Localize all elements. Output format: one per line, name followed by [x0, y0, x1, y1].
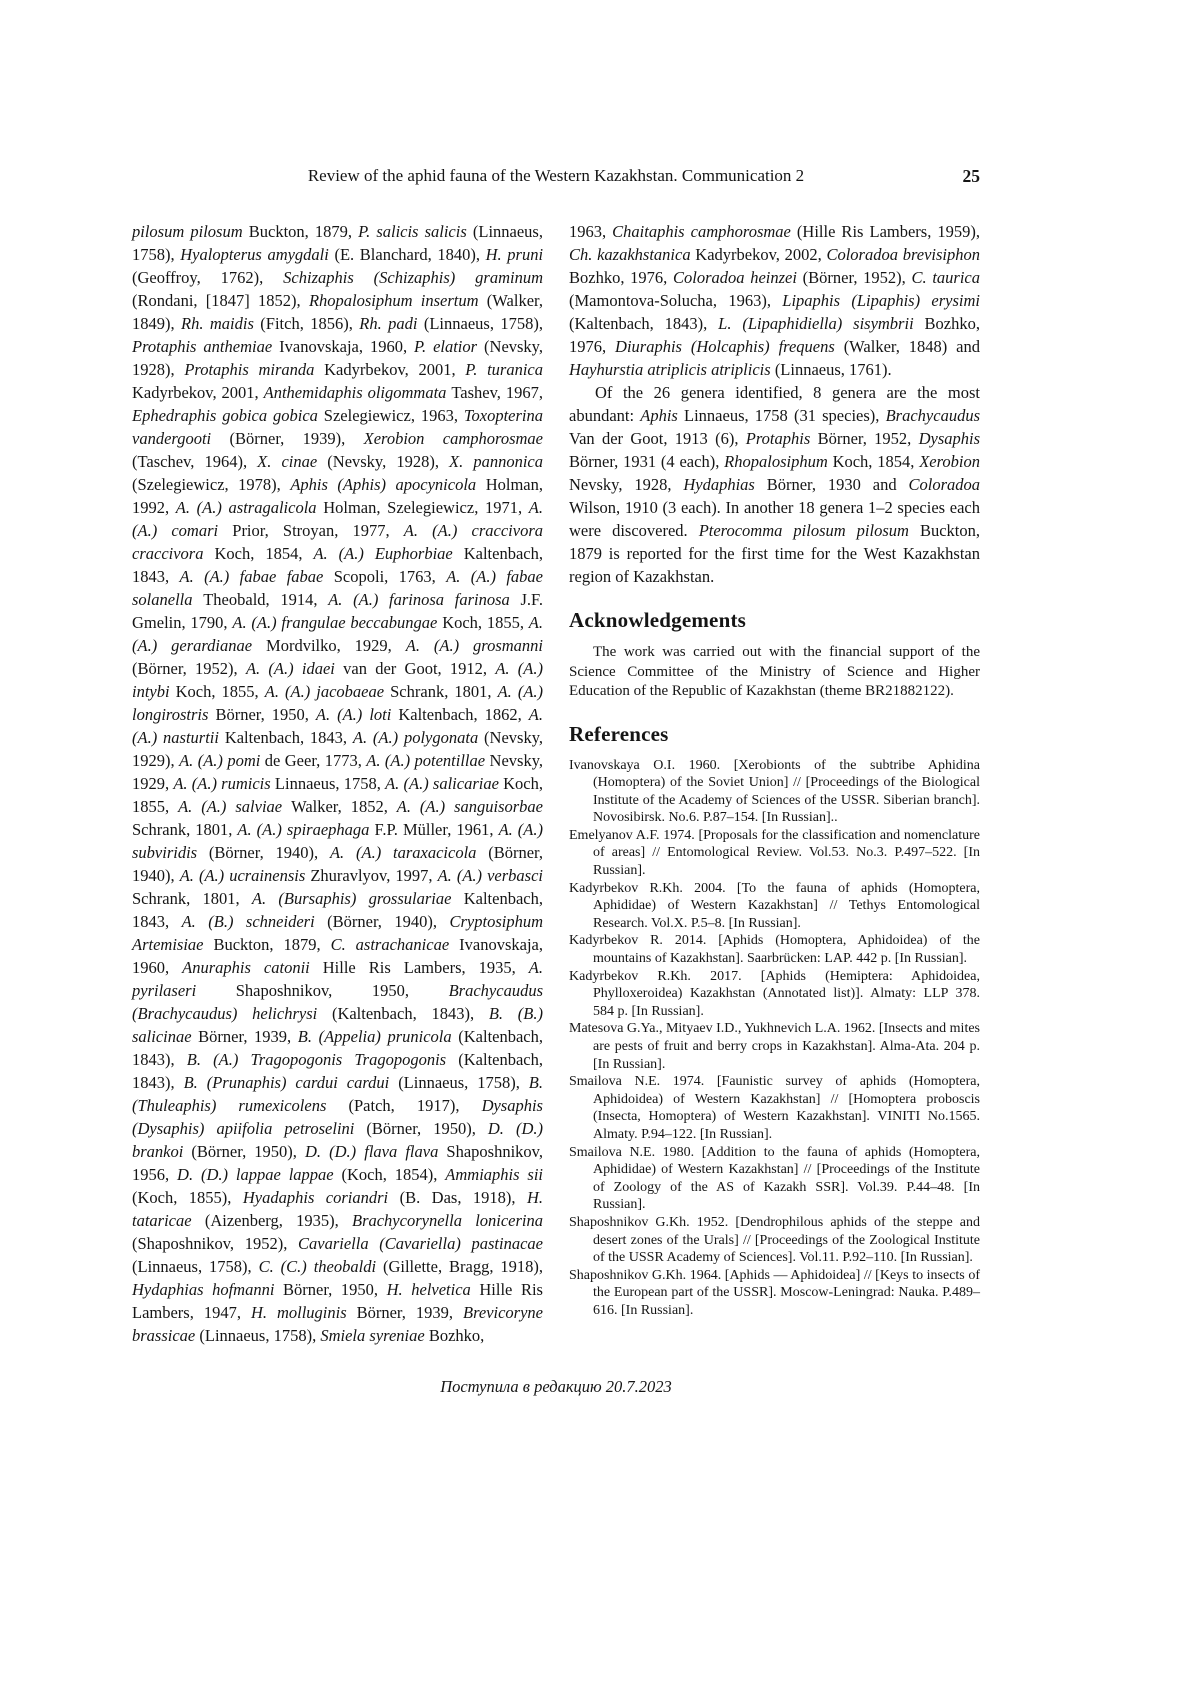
reference-list [569, 757, 980, 1320]
left-column [132, 220, 543, 1347]
reference-item: Smailova N.E. 1974. [Faunistic survey of aphids (Homoptera, Aphidoidea) of Western Kazakhstan] // [Homoptera proboscis (Insecta, Homoptera) of Western Kazakhstan]. VINITI No.1565. Almaty. P.94–122. [In Russian]. [569, 1074, 980, 1142]
reference-item: Smailova N.E. 1980. [Addition to the fauna of aphids (Homoptera, Aphididae) of Western Kazakhstan] // [Proceedings of the Institute of Zoology of the AS of Kazakh SSR]. Vol.39. P.44–48. [In Russian]. [569, 1144, 980, 1213]
page-content [132, 166, 980, 1397]
species-list-continued: 1963, Chaitaphis camphorosmae (Hille Ris Lambers, 1959), Ch. kazakhstanica Kadyrbekov, 2002, Coloradoa brevisiphon Bozhko, 1976, Coloradoa heinzei (Börner, 1952), C. taurica (Mamontova-Solucha, 1963), Lipaphis (Lipaphis) erysimi (Kaltenbach, 1843), L. (Lipaphidiella) sisymbrii Bozhko, 1976, Diuraphis (Holcaphis) frequens (Walker, 1848) and Hayhurstia atriplicis atriplicis (Linnaeus, 1761). [569, 222, 981, 379]
acknowledgements-heading: Acknowledgements [569, 608, 747, 632]
reference-item: Matesova G.Ya., Mityaev I.D., Yukhnevich L.A. 1962. [Insects and mites are pests of fruit and berry crops in Kazakhstan]. Alma-Ata. 204 p. [In Russian]. [569, 1021, 980, 1072]
summary-paragraph: Of the 26 genera identified, 8 genera are the most abundant: Aphis Linnaeus, 1758 (31 species), Brachycaudus Van der Goot, 1913 (6), Protaphis Börner, 1952, Dysaphis Börner, 1931 (4 each), Rhopalosiphum Koch, 1854, Xerobion Nevsky, 1928, Hydaphias Börner, 1930 and Coloradoa Wilson, 1910 (3 each). In another 18 genera 1–2 species each were discovered. Pterocomma pilosum pilosum Buckton, 1879 is reported for the first time for the West Kazakhstan region of Kazakhstan. [569, 383, 981, 586]
reference-item: Kadyrbekov R. 2014. [Aphids (Homoptera, Aphidoidea) of the mountains of Kazakhstan]. Saarbrücken: LAP. 442 p. [In Russian]. [569, 933, 980, 967]
reference-item: Emelyanov A.F. 1974. [Proposals for the classification and nomenclature of areas] // Entomological Review. Vol.53. No.3. P.497–522. [In Russian]. [569, 827, 980, 879]
reference-item: Shaposhnikov G.Kh. 1952. [Dendrophilous aphids of the steppe and desert zones of the Urals] // [Proceedings of the Zoological Institute of the USSR Academy of Sciences]. Vol.11. P.92–110. [In Russian]. [569, 1214, 980, 1266]
right-column [569, 220, 980, 1320]
references-heading: References [569, 721, 669, 746]
reference-item: Shaposhnikov G.Kh. 1964. [Aphids — Aphidoidea] // [Keys to insects of the European part of the USSR]. Moscow-Leningrad: Nauka. P.489–616. [In Russian]. [569, 1267, 980, 1318]
page-header [132, 166, 980, 186]
reference-item: Ivanovskaya O.I. 1960. [Xerobionts of the subtribe Aphidina (Homoptera) of the Soviet Union] // [Proceedings of the Biological Institute of the Academy of Sciences of the USSR. Siberian branch]. Novosibirsk. No.6. P.87–154. [In Russian].. [569, 757, 980, 826]
species-list: pilosum pilosum Buckton, 1879, P. salicis salicis (Linnaeus, 1758), Hyalopterus amygdali (E. Blanchard, 1840), H. pruni (Geoffroy, 1762), Schizaphis (Schizaphis) graminum (Rondani, [1847] 1852), Rhopalosiphum insertum (Walker, 1849), Rh. maidis (Fitch, 1856), Rh. padi (Linnaeus, 1758), Protaphis anthemiae Ivanovskaja, 1960, P. elatior (Nevsky, 1928), Protaphis miranda Kadyrbekov, 2001, P. turanica Kadyrbekov, 2001, Anthemidaphis oligommata Tashev, 1967, Ephedraphis gobica gobica Szelegiewicz, 1963, Toxopterina vandergooti (Börner, 1939), Xerobion camphorosmae (Taschev, 1964), X. cinae (Nevsky, 1928), X. pannonica (Szelegiewicz, 1978), Aphis (Aphis) apocynicola Holman, 1992, A. (A.) astragalicola Holman, Szelegiewicz, 1971, A. (A.) comari Prior, Stroyan, 1977, A. (A.) craccivora craccivora Koch, 1854, A. (A.) Euphorbiae Kaltenbach, 1843, A. (A.) fabae fabae Scopoli, 1763, A. (A.) fabae solanella Theobald, 1914, A. (A.) farinosa farinosa J.F. Gmelin, 1790, A. (A.) frangulae beccabungae Koch, 1855, A. (A.) gerardianae Mordvilko, 1929, A. (A.) grosmanni (Börner, 1952), A. (A.) idaei van der Goot, 1912, A. (A.) intybi Koch, 1855, A. (A.) jacobaeae Schrank, 1801, A. (A.) longirostris Börner, 1950, A. (A.) loti Kaltenbach, 1862, A. (A.) nasturtii Kaltenbach, 1843, A. (A.) polygonata (Nevsky, 1929), A. (A.) pomi de Geer, 1773, A. (A.) potentillae Nevsky, 1929, A. (A.) rumicis Linnaeus, 1758, A. (A.) salicariae Koch, 1855, A. (A.) salviae Walker, 1852, A. (A.) sanguisorbae Schrank, 1801, A. (A.) spiraephaga F.P. Müller, 1961, A. (A.) subviridis (Börner, 1940), A. (A.) taraxacicola (Börner, 1940), A. (A.) ucrainensis Zhuravlyov, 1997, A. (A.) verbasci Schrank, 1801, A. (Bursaphis) grossulariae Kaltenbach, 1843, A. (B.) schneideri (Börner, 1940), Cryptosiphum Artemisiae Buckton, 1879, C. astrachanicae Ivanovskaja, 1960, Anuraphis catonii Hille Ris Lambers, 1935, A. pyrilaseri Shaposhnikov, 1950, Brachycaudus (Brachycaudus) helichrysi (Kaltenbach, 1843), B. (B.) salicinae Börner, 1939, B. (Appelia) prunicola (Kaltenbach, 1843), B. (A.) Tragopogonis Tragopogonis (Kaltenbach, 1843), B. (Prunaphis) cardui cardui (Linnaeus, 1758), B. (Thuleaphis) rumexicolens (Patch, 1917), Dysaphis (Dysaphis) apiifolia petroselini (Börner, 1950), D. (D.) brankoi (Börner, 1950), D. (D.) flava flava Shaposhnikov, 1956, D. (D.) lappae lappae (Koch, 1854), Ammiaphis sii (Koch, 1855), Hyadaphis coriandri (B. Das, 1918), H. tataricae (Aizenberg, 1935), Brachycorynella lonicerina (Shaposhnikov, 1952), Cavariella (Cavariella) pastinacae (Linnaeus, 1758), C. (C.) theobaldi (Gillette, Bragg, 1918), Hydaphias hofmanni Börner, 1950, H. helvetica Hille Ris Lambers, 1947, H. molluginis Börner, 1939, Brevicoryne brassicae (Linnaeus, 1758), Smiela syreniae Bozhko, [132, 222, 544, 1345]
reference-item: Kadyrbekov R.Kh. 2017. [Aphids (Hemiptera: Aphidoidea, Phylloxeroidea) Kazakhstan (Annotated list)]. Almaty: LLP 378. 584 p. [In Russian]. [569, 968, 980, 1019]
running-title: Review of the aphid fauna of the Western Kazakhstan. Communication 2 [307, 166, 805, 185]
two-column-layout [132, 220, 980, 1347]
reference-item: Kadyrbekov R.Kh. 2004. [To the fauna of aphids (Homoptera, Aphididae) of Western Kazakhstan] // Tethys Entomological Research. Vol.X. P.5–8. [In Russian]. [569, 880, 980, 931]
received-date-note: Поступила в редакцию 20.7.2023 [440, 1377, 672, 1396]
acknowledgements-body: The work was carried out with the financial support of the Science Committee of the Ministry of Science and Higher Education of the Republic of Kazakhstan (theme BR21882122). [569, 644, 980, 699]
page-number: 25 [962, 166, 980, 186]
